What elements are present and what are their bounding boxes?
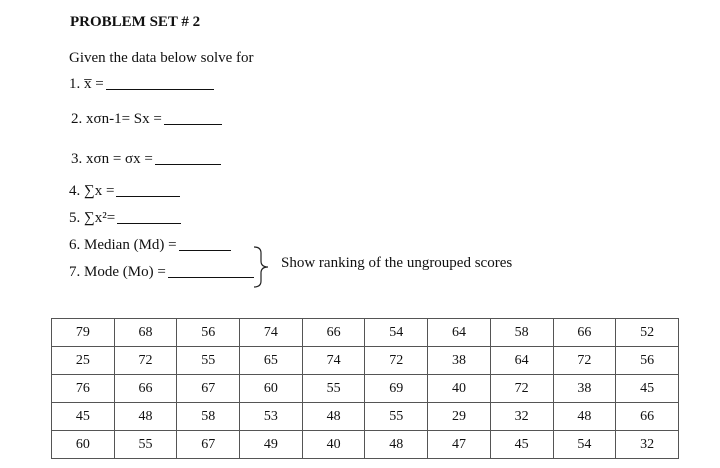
score-cell: 66 (114, 375, 177, 403)
score-cell: 74 (302, 347, 365, 375)
question-mode (69, 264, 254, 281)
problem-set-title: PROBLEM SET # 2 (70, 14, 201, 30)
score-cell: 55 (365, 403, 428, 431)
instructions-text: Given the data below solve for (69, 50, 254, 66)
question-sample-sd-label: 2. xσn-1= Sx = (71, 111, 162, 127)
question-sum-x-squared-label: 5. ∑x²= (69, 210, 116, 226)
score-cell: 55 (114, 431, 177, 459)
score-cell: 64 (428, 319, 491, 347)
ranking-note: Show ranking of the ungrouped scores (281, 255, 513, 271)
score-cell: 55 (302, 375, 365, 403)
score-cell: 38 (553, 375, 616, 403)
score-cell: 67 (177, 375, 240, 403)
score-cell: 29 (428, 403, 491, 431)
score-cell: 76 (52, 375, 115, 403)
score-cell: 40 (302, 431, 365, 459)
score-cell: 69 (365, 375, 428, 403)
score-cell: 45 (616, 375, 679, 403)
score-cell: 66 (553, 319, 616, 347)
question-sum-x-squared (69, 210, 181, 227)
answer-blank-mode (168, 276, 254, 278)
score-cell: 55 (177, 347, 240, 375)
question-sum-x (69, 183, 180, 200)
score-cell: 56 (616, 347, 679, 375)
score-cell: 40 (428, 375, 491, 403)
score-cell: 60 (52, 431, 115, 459)
score-cell: 54 (553, 431, 616, 459)
score-cell: 66 (616, 403, 679, 431)
score-cell: 79 (52, 319, 115, 347)
score-cell: 72 (490, 375, 553, 403)
question-sample-sd (71, 111, 222, 128)
answer-blank-median (179, 249, 231, 251)
score-cell: 64 (490, 347, 553, 375)
score-cell: 53 (240, 403, 303, 431)
answer-blank-mean (106, 88, 214, 90)
score-cell: 45 (52, 403, 115, 431)
question-median-label: 6. Median (Md) = (69, 237, 177, 253)
score-cell: 48 (114, 403, 177, 431)
score-cell: 54 (365, 319, 428, 347)
score-cell: 74 (240, 319, 303, 347)
score-cell: 66 (302, 319, 365, 347)
table-row (52, 431, 679, 459)
question-mean-label: 1. x̅ = (69, 76, 104, 92)
question-population-sd-label: 3. xσn = σx = (71, 151, 153, 167)
question-mean (69, 76, 214, 93)
score-cell: 49 (240, 431, 303, 459)
score-cell: 72 (114, 347, 177, 375)
score-cell: 48 (553, 403, 616, 431)
score-cell: 48 (365, 431, 428, 459)
score-cell: 52 (616, 319, 679, 347)
table-row (52, 375, 679, 403)
question-mode-label: 7. Mode (Mo) = (69, 264, 166, 280)
table-row (52, 347, 679, 375)
score-cell: 67 (177, 431, 240, 459)
score-cell: 68 (114, 319, 177, 347)
score-cell: 72 (365, 347, 428, 375)
scores-table (51, 318, 679, 459)
score-cell: 45 (490, 431, 553, 459)
score-cell: 48 (302, 403, 365, 431)
score-cell: 58 (490, 319, 553, 347)
question-median (69, 237, 231, 254)
answer-blank-sum-x-squared (117, 222, 181, 224)
score-cell: 32 (616, 431, 679, 459)
score-cell: 58 (177, 403, 240, 431)
score-cell: 72 (553, 347, 616, 375)
question-population-sd (71, 151, 221, 168)
answer-blank-sum-x (116, 195, 180, 197)
score-cell: 65 (240, 347, 303, 375)
curly-brace-icon (252, 246, 272, 288)
score-cell: 38 (428, 347, 491, 375)
score-cell: 47 (428, 431, 491, 459)
score-cell: 60 (240, 375, 303, 403)
question-sum-x-label: 4. ∑x = (69, 183, 115, 199)
answer-blank-population-sd (155, 163, 221, 165)
score-cell: 32 (490, 403, 553, 431)
score-cell: 56 (177, 319, 240, 347)
table-row (52, 403, 679, 431)
answer-blank-sample-sd (164, 123, 222, 125)
table-row (52, 319, 679, 347)
score-cell: 25 (52, 347, 115, 375)
